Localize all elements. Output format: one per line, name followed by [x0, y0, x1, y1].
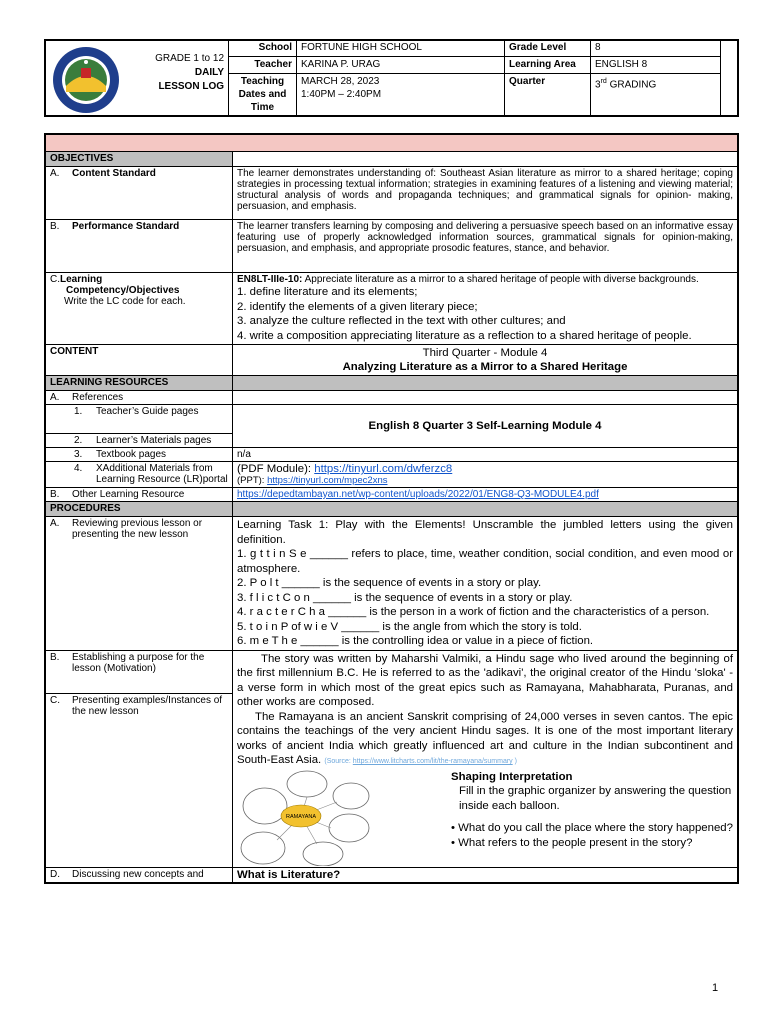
content-value [233, 345, 739, 376]
content-standard-label [45, 167, 233, 220]
letter-b: B. [50, 489, 60, 500]
content-standard-text: The learner demonstrates understanding of: Southeast Asian literature as mirror to a shared heritage; coping strategies in processing textual information; strategies in examining features of a listening and viewing material; structural analysis of words and propaganda techniques; and grammatical signals for opinion- making, persuasion, and emphasis. [233, 167, 739, 220]
ppt-link[interactable]: https://tinyurl.com/mpec2xns [267, 475, 388, 486]
quarter-text: GRADING [606, 79, 657, 91]
shaping-instructions: Fill in the graphic organizer by answering the question inside each balloon. [459, 785, 732, 812]
content-label [45, 345, 233, 376]
learning-area-label: Learning Area [505, 57, 591, 74]
objectives-heading: OBJECTIVES [45, 152, 233, 167]
dates-value [297, 74, 505, 116]
presenting-label [45, 693, 233, 867]
organizer-center-label: RAMAYANA [285, 813, 317, 820]
what-is-literature: What is Literature? [233, 867, 739, 883]
task-item: 4. r a c t e r C h a ______ is the person in a work of fiction and the characteristics of a person. [237, 606, 710, 618]
performance-standard-label [45, 220, 233, 273]
task-item: 2. P o l t ______ is the sequence of events in a story or play. [237, 577, 542, 589]
references-blank [233, 391, 739, 405]
learning-resources-heading: LEARNING RESOURCES [45, 376, 233, 391]
task-item: 3. f l i c t C o n ______ is the sequence of events in a story or play. [237, 591, 573, 604]
other-resource-link[interactable]: https://depedtambayan.net/wp-content/uploads/2022/01/ENG8-Q3-MODULE4.pdf [237, 489, 599, 500]
textbook-label [45, 448, 233, 462]
additional-materials-title: XAdditional Materials from Learning Resource (LR)portal [96, 463, 228, 485]
ref-number: 2. [74, 435, 83, 446]
grade-level-label: Grade Level [505, 40, 591, 57]
dates-label [229, 74, 297, 116]
competency-title-2: Competency/Objectives [66, 285, 180, 296]
reviewing-label [45, 517, 233, 651]
ppt-label: (PPT): [237, 475, 268, 486]
learning-area-value: ENGLISH 8 [591, 57, 721, 74]
performance-standard-title: Performance Standard [72, 221, 180, 232]
objective-item: 3. analyze the culture reflected in the text with other cultures; and [237, 315, 566, 327]
ramayana-paragraph-2-text: The Ramayana is an ancient Sanskrit comprising of 24,000 verses in seven cantos. The epic contains the teachings of the very ancient Hindu sages. It is one of the most important literary works of ancient India which greatly influenced art and culture in the Indian subcontinent and South-East Asia. [237, 710, 733, 766]
dates-label-line-1: Teaching [240, 76, 285, 87]
teachers-guide-label [45, 405, 233, 434]
grade-line-1: GRADE 1 to 12 [155, 53, 224, 64]
competency-note: Write the LC code for each. [64, 296, 186, 307]
references-title: References [72, 392, 124, 403]
source-end: ) [512, 758, 517, 765]
module-reference: English 8 Quarter 3 Self-Learning Module 4 [233, 405, 739, 448]
learning-task-1 [233, 517, 739, 651]
module-subtitle: Analyzing Literature as a Mirror to a Shared Heritage [342, 361, 628, 373]
grade-line-2: DAILY [194, 67, 224, 78]
competency-title-1: Learning [60, 274, 103, 285]
discussing-label [45, 867, 233, 883]
other-resource-value [233, 488, 739, 502]
objective-item: 2. identify the elements of a given literary piece; [237, 300, 478, 313]
ref-number: 3. [74, 449, 83, 460]
objectives-blank [233, 152, 739, 167]
task-intro: Learning Task 1: Play with the Elements! Unscramble the jumbled letters using the given definition. [237, 519, 733, 546]
letter-a: A. [50, 392, 60, 403]
presenting-title: Presenting examples/Instances of the new lesson [72, 694, 223, 717]
letter-a: A. [50, 168, 60, 179]
time-value: 1:40PM – 2:40PM [301, 89, 382, 100]
ref-number: 1. [74, 406, 83, 417]
organizer-diagram [237, 770, 443, 866]
competency-content [233, 273, 739, 345]
procedures-blank [233, 502, 739, 517]
task-item: 1. g t t i n S e ______ refers to place, time, weather condition, social condition, and even mood or atmosphere. [237, 548, 733, 575]
teacher-value: KARINA P. URAG [297, 57, 505, 74]
learners-materials-title: Learner’s Materials pages [96, 435, 212, 446]
objective-item: 1. define literature and its elements; [237, 286, 418, 298]
performance-standard-text: The learner transfers learning by composing and delivering a persuasive speech based on an informative essay featuring use of properly acknowledged information sources, grammatical signals for opinion-making, persuasion, and emphasis, and appropriate prosodic features, stance, and behavior. [233, 220, 739, 273]
letter-c: C. [50, 694, 60, 706]
references-label [45, 391, 233, 405]
textbook-value: n/a [233, 448, 739, 462]
quarter-value [591, 74, 721, 116]
learners-materials-label [45, 434, 233, 448]
letter-d: D. [50, 868, 60, 880]
source-link[interactable]: https://www.litcharts.com/lit/the-ramayana/summary [352, 758, 513, 765]
letter-b: B. [50, 651, 60, 663]
motivation-title: Establishing a purpose for the lesson (Motivation) [72, 651, 205, 674]
letter-b: B. [50, 221, 60, 232]
reviewing-title: Reviewing previous lesson or presenting the new lesson [72, 518, 203, 540]
competency-label [45, 273, 233, 345]
teachers-guide-title: Teacher’s Guide pages [96, 406, 199, 417]
letter-c: C. [50, 274, 60, 285]
grade-level-value: 8 [591, 40, 721, 57]
procedures-heading: PROCEDURES [45, 502, 233, 517]
grade-line-3: LESSON LOG [158, 81, 224, 92]
pink-header-row [45, 134, 738, 152]
pdf-label: (PDF Module): [237, 463, 315, 475]
question-bullet: • What refers to the people present in the story? [451, 836, 693, 849]
learning-resources-blank [233, 376, 739, 391]
shaping-interpretation-title: Shaping Interpretation [451, 770, 573, 783]
lc-code-text: Appreciate literature as a mirror to a shared heritage of people with diverse backgrounds. [302, 274, 699, 285]
lesson-log-table [44, 133, 739, 884]
school-value: FORTUNE HIGH SCHOOL [297, 40, 505, 57]
module-title: Third Quarter - Module 4 [422, 347, 548, 359]
motivation-label [45, 650, 233, 693]
graphic-organizer [237, 770, 443, 866]
source-label: (Source: [324, 758, 353, 765]
page-number: 1 [712, 982, 719, 994]
grade-title [130, 52, 224, 94]
date-value: MARCH 28, 2023 [301, 76, 380, 87]
quarter-label: Quarter [505, 74, 591, 116]
ref-number: 4. [74, 463, 83, 474]
school-label: School [229, 40, 297, 57]
ramayana-section [233, 650, 739, 867]
pdf-module-link[interactable]: https://tinyurl.com/dwferzc8 [314, 463, 453, 475]
question-bullet: • What do you call the place where the story happened? [451, 822, 733, 834]
dates-label-line-2: Dates and [238, 89, 287, 100]
content-standard-title: Content Standard [72, 168, 156, 179]
other-resource-label [45, 488, 233, 502]
discussing-title: Discussing new concepts and [72, 868, 204, 880]
other-resource-title: Other Learning Resource [72, 489, 185, 500]
content-title: CONTENT [50, 346, 99, 357]
teacher-label: Teacher [229, 57, 297, 74]
textbook-title: Textbook pages [96, 449, 167, 460]
task-item: 6. m e T h e ______ is the controlling idea or value in a piece of fiction. [237, 635, 594, 647]
objective-item: 4. write a composition appreciating literature as a reflection to a shared heritage of people. [237, 329, 692, 342]
ramayana-paragraph-1: The story was written by Maharshi Valmiki, a Hindu sage who lived around the beginning of the first millennium B.C. He is referred to as the 'adikavi', the original creator of the Hindu 'sloka' - a verse form in which most of the great epics such as Ramayana, Mahabharata, Puranas, and other works are composed. [237, 652, 733, 708]
quarter-suffix: rd [600, 78, 607, 85]
lc-code: EN8LT-IIIe-10: [237, 274, 303, 285]
letter-a: A. [50, 518, 60, 529]
ramayana-paragraph-2 [237, 710, 733, 770]
task-item: 5. t o i n P of w i e V ______ is the angle from which the story is told. [237, 620, 582, 633]
deped-seal-logo [52, 46, 120, 114]
dates-label-line-3: Time [250, 102, 275, 113]
quarter-number: 3 [595, 79, 601, 91]
additional-materials-label [45, 462, 233, 488]
header-info-table [228, 39, 721, 116]
additional-materials-value [233, 462, 739, 488]
